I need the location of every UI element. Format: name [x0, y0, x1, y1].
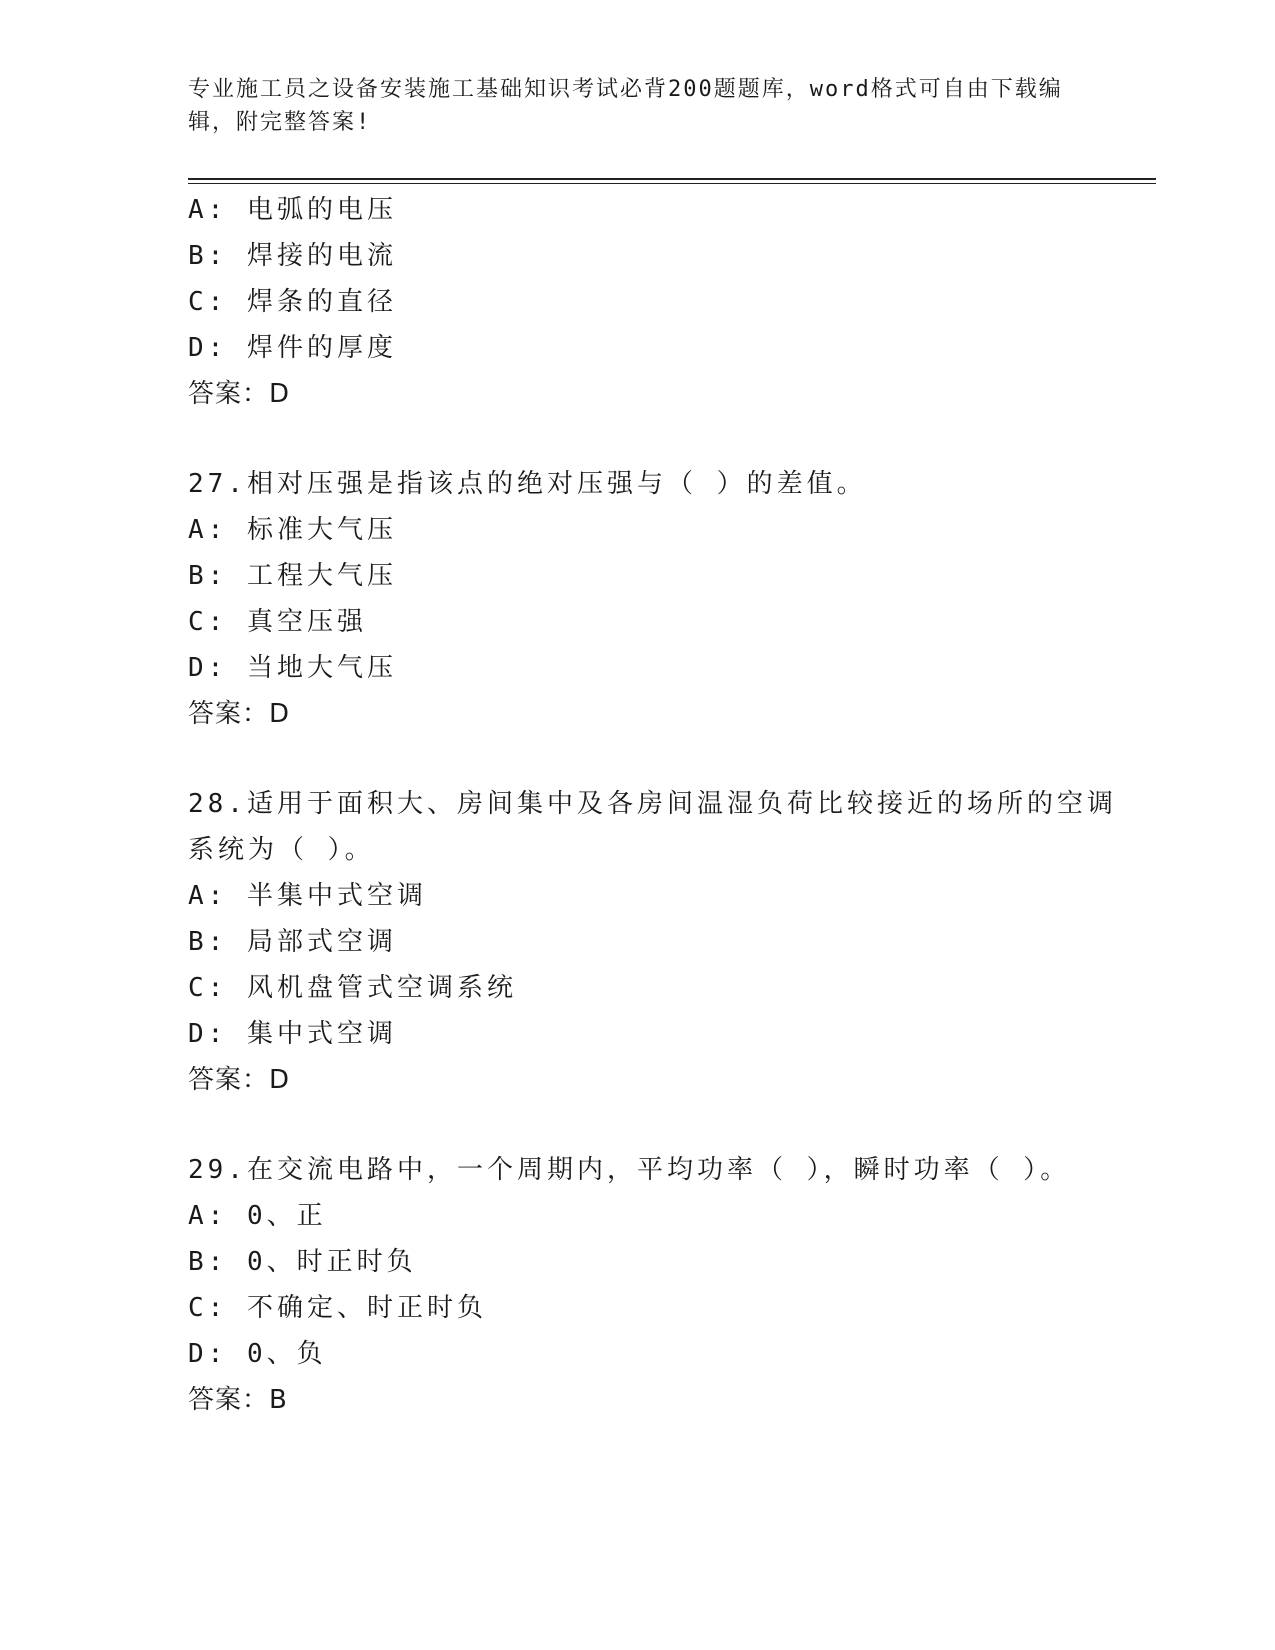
document-body	[188, 187, 1128, 1423]
option-a: A: 半集中式空调	[188, 881, 427, 911]
answer-line: 答案：D	[188, 379, 291, 409]
option-c: C: 真空压强	[188, 607, 367, 637]
option-c: C: 焊条的直径	[188, 287, 397, 317]
question-block-28	[188, 781, 1128, 1103]
option-d: D: 0、负	[188, 1339, 327, 1369]
answer-line: 答案：D	[188, 699, 291, 729]
option-c: C: 风机盘管式空调系统	[188, 973, 517, 1003]
option-a: A: 标准大气压	[188, 515, 397, 545]
answer-line: 答案：D	[188, 1065, 291, 1095]
header-divider	[188, 178, 1156, 184]
option-d: D: 焊件的厚度	[188, 333, 397, 363]
option-b: B: 工程大气压	[188, 561, 397, 591]
option-a: A: 电弧的电压	[188, 195, 397, 225]
question-block-29	[188, 1147, 1128, 1423]
option-b: B: 局部式空调	[188, 927, 397, 957]
option-d: D: 当地大气压	[188, 653, 397, 683]
option-c: C: 不确定、时正时负	[188, 1293, 487, 1323]
question-stem: 27.相对压强是指该点的绝对压强与（ ）的差值。	[188, 469, 867, 499]
question-stem: 29.在交流电路中，一个周期内，平均功率（ ），瞬时功率（ ）。	[188, 1155, 1071, 1185]
question-stem: 28.适用于面积大、房间集中及各房间温湿负荷比较接近的场所的空调系统为（ ）。	[188, 789, 1117, 865]
option-d: D: 集中式空调	[188, 1019, 397, 1049]
option-a: A: 0、正	[188, 1201, 327, 1231]
question-block-partial	[188, 187, 1128, 417]
question-block-27	[188, 461, 1128, 737]
page-header-title: 专业施工员之设备安装施工基础知识考试必背200题题库，word格式可自由下载编辑，附完整答案!	[188, 77, 1063, 135]
answer-line: 答案：B	[188, 1385, 288, 1415]
option-b: B: 焊接的电流	[188, 241, 397, 271]
option-b: B: 0、时正时负	[188, 1247, 417, 1277]
